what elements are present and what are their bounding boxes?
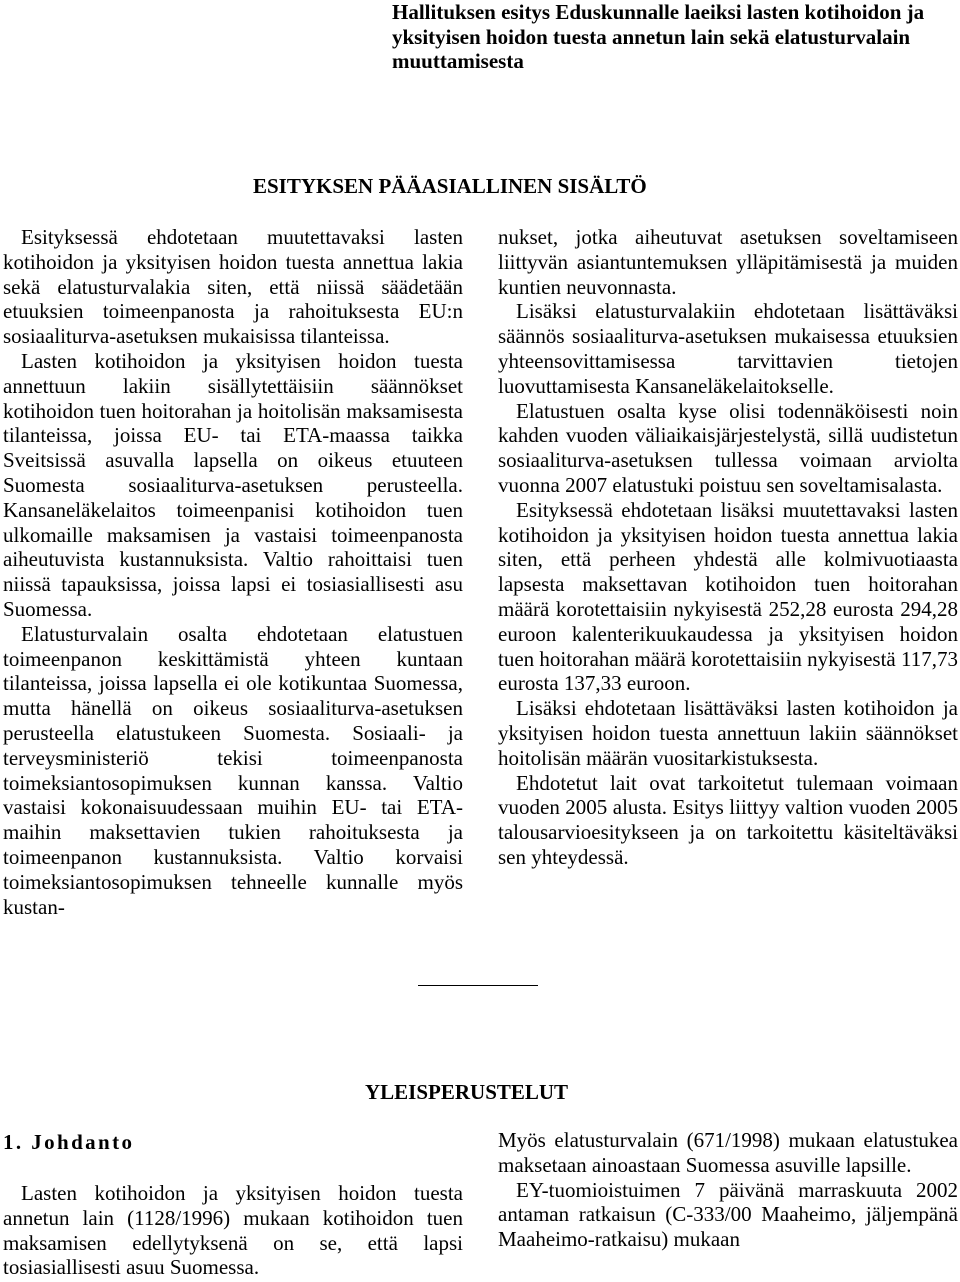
summary-paragraph: Esityksessä ehdotetaan muutettavaksi lasten kotihoidon ja yksityisen hoidon tuesta annettua lakia sekä elatusturvalakia siten, että niissä säädetään etuuksien toimeenpanosta ja rahoituksesta EU:n sosiaaliturva-asetuksen mukaisissa tilanteissa. [3,225,463,349]
summary-paragraph: Elatusturvalain osalta ehdotetaan elatustuen toimeenpanon keskittämistä yhteen kuntaan tilanteissa, joissa lapsella ei ole kotikuntaa Suomessa, mutta hänellä on oikeus sosiaaliturva-asetuksen perusteella elatustukeen Suomesta. Sosiaali- ja terveysministeriö tekisi toimeenpanosta toimeksiantosopimuksen kunnan kanssa. Valtio vastaisi kokonaisuudessaan muihin EU- tai ETA-maihin maksettavien tukien rahoituksesta ja toimeenpanon kustannuksista. Valtio korvaisi toimeksiantosopimuksen tehneelle kunnalle myös kustan- [3,621,463,919]
general-paragraph: EY-tuomioistuimen 7 päivänä marraskuuta 2002 antaman ratkaisun (C-333/00 Maaheimo, jäljempänä Maaheimo-ratkaisu) mukaan [498,1177,958,1252]
summary-paragraph: Esityksessä ehdotetaan lisäksi muutettavaksi lasten kotihoidon ja yksityisen hoidon tuesta annettua lakia siten, että perheen yhdestä alle kolmivuotiaasta lapsesta maksettavan kotihoidon tuen hoitorahan määrä korotettaisiin nykyisestä 252,28 eurosta 294,28 euroon kalenterikuukaudessa ja yksityisen hoidon tuen hoitorahan määrä korotettaisiin nykyisestä 117,73 eurosta 137,33 euroon. [498,497,958,696]
section-subheading: 1. Johdanto [3,1130,135,1154]
general-left-column [3,1181,463,1280]
summary-paragraph: Lisäksi elatusturvalakiin ehdotetaan lisättäväksi säännös sosiaaliturva-asetuksen mukaisessa etuuksien yhteensovittamisessa tarvittavien tietojen luovuttamisesta Kansaneläkelaitokselle. [498,299,958,398]
section-divider [418,985,538,986]
summary-paragraph: Elatustuen osalta kyse olisi todennäköisesti noin kahden vuoden väliaikaisjärjestelystä, sillä uudistetun sosiaaliturva-asetuksen tullessa voimaan arviolta vuonna 2007 elatustuki poistuu sen soveltamisalasta. [498,398,958,497]
general-paragraph: Myös elatusturvalain (671/1998) mukaan elatustukea maksetaan ainoastaan Suomessa asuville lapsille. [498,1128,958,1177]
summary-left-column [3,225,463,919]
general-right-column [498,1128,958,1252]
summary-right-column [498,225,958,870]
document-title: Hallituksen esitys Eduskunnalle laeiksi lasten kotihoidon ja yksityisen hoidon tuesta annetun lain sekä elatusturvalain muuttamisesta [392,0,925,73]
summary-paragraph: Ehdotetut lait ovat tarkoitetut tulemaan voimaan vuoden 2005 alusta. Esitys liittyy valtion vuoden 2005 talousarvioesitykseen ja on tarkoitettu käsiteltäväksi sen yhteydessä. [498,770,958,869]
summary-paragraph: nukset, jotka aiheutuvat asetuksen soveltamiseen liittyvän asiantuntemuksen ylläpitämisestä ja muiden kuntien neuvonnasta. [498,225,958,299]
summary-paragraph: Lasten kotihoidon ja yksityisen hoidon tuesta annettuun lakiin sisällytettäisiin säännökset kotihoidon tuen hoitorahan ja hoitolisän maksamisesta tilanteissa, joissa EU- tai ETA-maassa taikka Sveitsissä asuvalla lapsella on oikeus etuuteen Suomesta sosiaaliturva-asetuksen perusteella. Kansaneläkelaitos toimeenpanisi kotihoidon tuen ulkomaille maksamisen ja vastaisi toimeenpanosta aiheutuvista kustannuksista. Valtio rahoittaisi tuen niissä tapauksissa, joissa lapsi ei tosiasiallisesti asu Suomessa. [3,348,463,621]
general-paragraph: Lasten kotihoidon ja yksityisen hoidon tuesta annetun lain (1128/1996) mukaan kotihoidon tuen maksamisen edellytyksenä on se, että lapsi tosiasiallisesti asuu Suomessa. [3,1181,463,1280]
summary-paragraph: Lisäksi ehdotetaan lisättäväksi lasten kotihoidon ja yksityisen hoidon tuesta annettuun lakiin säännökset hoitolisän määrän vuositarkistuksesta. [498,696,958,770]
general-heading: YLEISPERUSTELUT [365,1080,569,1104]
summary-heading: ESITYKSEN PÄÄASIALLINEN SISÄLTÖ [253,174,647,198]
